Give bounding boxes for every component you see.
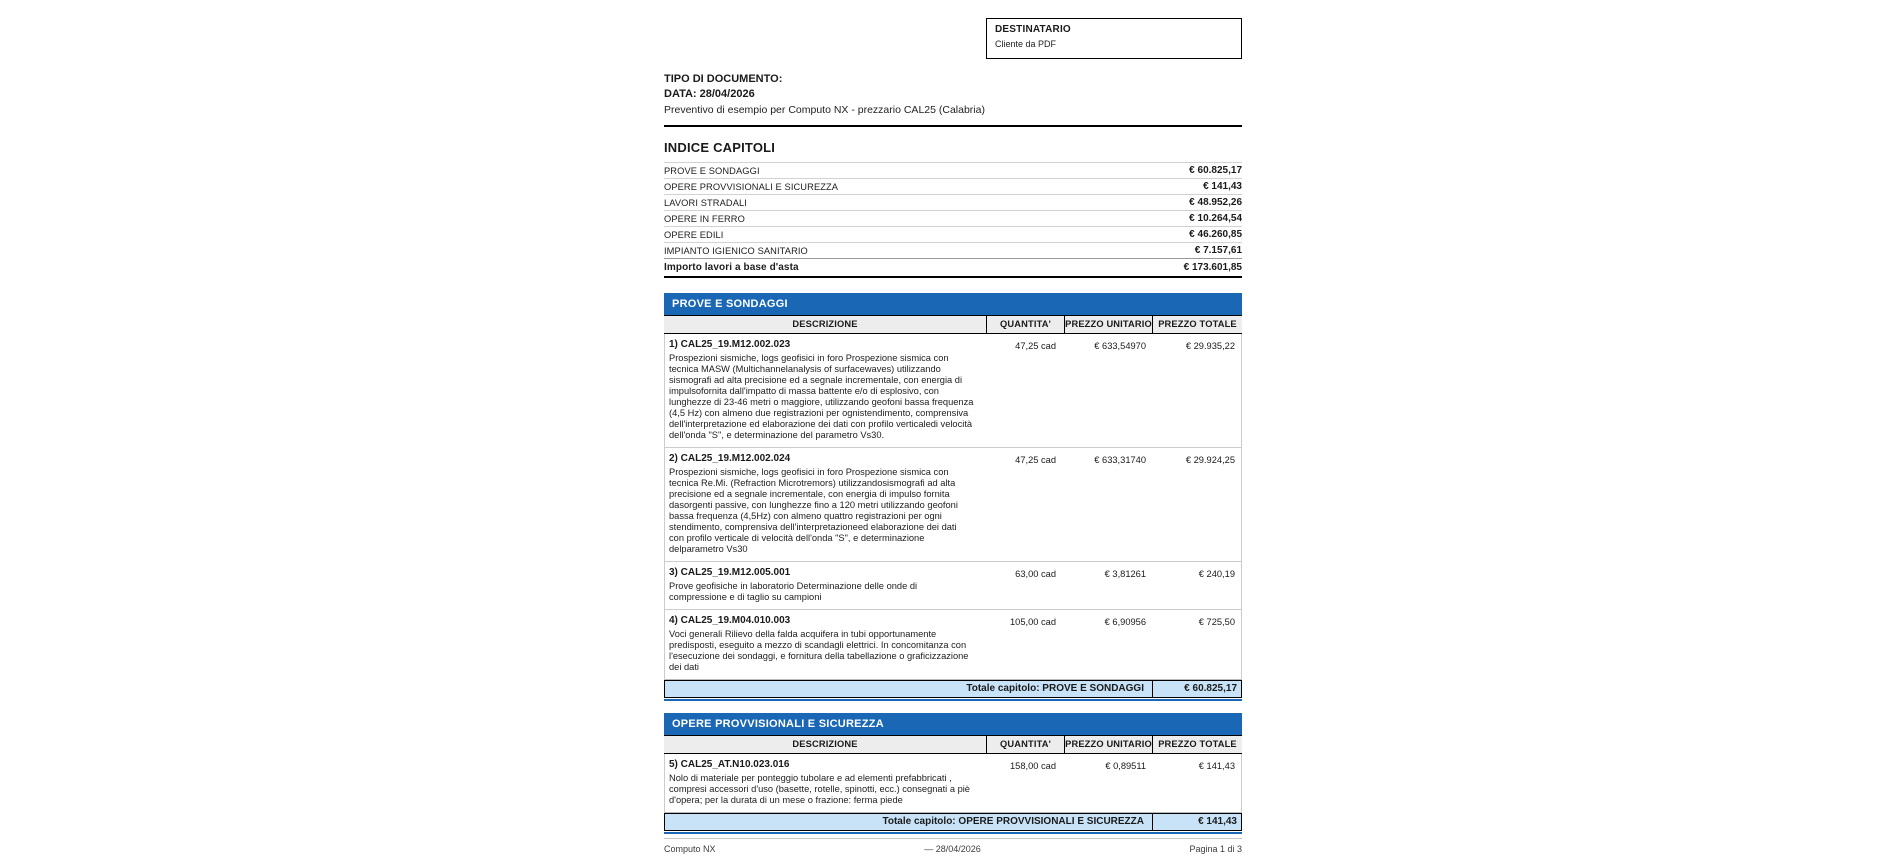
item-quantity: 47,25 cad	[1015, 341, 1056, 351]
footer-page-number: Pagina 1 di 3	[1189, 844, 1242, 854]
column-descrizione: DESCRIZIONE	[792, 319, 858, 329]
index-row	[664, 242, 1242, 258]
chapter-total-label: Totale capitolo: OPERE PROVVISIONALI E SICUREZZA	[882, 816, 1144, 827]
table-row	[665, 610, 1241, 680]
doc-date-label: DATA: 28/04/2026	[664, 88, 755, 100]
index-row-amount: € 60.825,17	[1189, 165, 1242, 176]
footer-date: — 28/04/2026	[924, 844, 981, 854]
index-row-label: OPERE PROVVISIONALI E SICUREZZA	[664, 181, 839, 192]
doc-type-label: TIPO DI DOCUMENTO:	[664, 73, 783, 85]
page-footer	[664, 838, 1242, 854]
item-quantity: 158,00 cad	[1009, 761, 1056, 771]
table-column-header	[664, 735, 1242, 754]
item-description: Prospezioni sismiche, logs geofisici in foro Prospezione sismica con tecnica MASW (Multichannelanalysis of surfacewaves) utilizzando sismografi ad alta precisione ed a segnale incrementale, con energia di impulsofornita dall'impatto di massa battente e/o di esplosivo, con lunghezze di 23-46 metri o maggiore, utilizzando geofoni bassa frequenza (4,5 Hz) con almeno due registrazioni per ognistendimento, comprensiva dell'interpretazione ed elaborazione dei dati con profilo verticaledi velocità dell'onda "S", e determinazione del parametro Vs30.	[669, 353, 974, 440]
item-description: Prospezioni sismiche, logs geofisici in foro Prospezione sismica con tecnica Re.Mi. (Refraction Microtremors) utilizzandosismografi ad alta precisione ed a segnale incrementale, con energia di impulso fornita dasorgenti passive, con lunghezze fino a 120 metri utilizzando geofoni bassa frequenza (4,5Hz) con almeno quattro registrazioni per ogni stendimento, comprensiva dell'interpretazioneed elaborazione dei dati con profilo verticale di velocità dell'onda "S", e determinazione delparametro Vs30	[669, 467, 958, 554]
item-quantity: 63,00 cad	[1015, 569, 1056, 579]
item-description-cell	[665, 758, 986, 806]
recipient-value: Cliente da PDF	[995, 39, 1057, 49]
column-prezzo-unitario: PREZZO UNITARIO	[1064, 736, 1152, 753]
chapter-title-bar: PROVE E SONDAGGI	[664, 293, 1242, 315]
item-unit-price: € 3,81261	[1104, 569, 1146, 579]
item-total-price: € 240,19	[1198, 569, 1235, 579]
item-description: Prove geofisiche in laboratorio Determinazione delle onde di compressione e di taglio su campioni	[669, 581, 918, 602]
doc-subtitle: Preventivo di esempio per Computo NX - prezzario CAL25 (Calabria)	[664, 104, 985, 116]
index-row-amount: € 10.264,54	[1189, 213, 1242, 224]
item-description-cell	[665, 452, 986, 555]
index-row	[664, 162, 1242, 178]
index-grand-total-row	[664, 258, 1242, 276]
item-unit-price: € 633,31740	[1094, 455, 1146, 465]
item-code: 4) CAL25_19.M04.010.003	[669, 615, 791, 626]
index-grand-total-label: Importo lavori a base d'asta	[664, 262, 799, 273]
column-descrizione: DESCRIZIONE	[792, 739, 858, 749]
items-body	[664, 334, 1242, 680]
index-row-label: LAVORI STRADALI	[664, 197, 747, 208]
chapter-total-row	[664, 680, 1242, 698]
item-description-cell	[665, 338, 986, 441]
item-unit-price: € 0,89511	[1105, 761, 1146, 771]
table-row	[665, 334, 1241, 448]
index-row-label: OPERE EDILI	[664, 229, 724, 240]
item-description-cell	[665, 614, 986, 673]
item-total-price: € 141,43	[1198, 761, 1235, 771]
chapter-bottom-rule	[664, 832, 1242, 834]
recipient-box	[986, 18, 1242, 59]
table-row	[665, 562, 1241, 610]
chapter-total-label: Totale capitolo: PROVE E SONDAGGI	[966, 683, 1144, 694]
item-quantity: 47,25 cad	[1015, 455, 1056, 465]
chapter-total-amount: € 141,43	[1152, 814, 1243, 830]
item-description: Voci generali Rilievo della falda acquifera in tubi opportunamente predisposti, eseguito a mezzo di scandagli elettrici. In concomitanza con l'esecuzione dei sondaggi, e fornitura della tabellazione o graficizzazione dei dati	[669, 629, 969, 672]
item-description-cell	[665, 566, 986, 603]
chapter-total-amount: € 60.825,17	[1152, 681, 1243, 697]
index-row-label: IMPIANTO IGIENICO SANITARIO	[664, 245, 808, 256]
item-code: 1) CAL25_19.M12.002.023	[669, 339, 791, 350]
item-quantity: 105,00 cad	[1009, 617, 1056, 627]
items-body	[664, 754, 1242, 813]
chapter-bottom-rule	[664, 699, 1242, 701]
column-prezzo-totale: PREZZO TOTALE	[1152, 736, 1242, 753]
index-row-amount: € 141,43	[1203, 181, 1242, 192]
document-page	[664, 0, 1242, 860]
index-row	[664, 178, 1242, 194]
index-row	[664, 226, 1242, 242]
item-unit-price: € 6,90956	[1104, 617, 1146, 627]
item-code: 3) CAL25_19.M12.005.001	[669, 567, 791, 578]
column-prezzo-totale: PREZZO TOTALE	[1152, 316, 1242, 333]
column-quantita: QUANTITA'	[986, 736, 1064, 753]
index-table	[664, 162, 1242, 278]
table-row	[665, 448, 1241, 562]
column-quantita: QUANTITA'	[986, 316, 1064, 333]
chapter-opere-provvisionali	[664, 713, 1242, 834]
item-total-price: € 29.924,25	[1185, 455, 1235, 465]
recipient-label: DESTINATARIO	[995, 24, 1071, 35]
chapter-total-row	[664, 813, 1242, 831]
index-row-amount: € 7.157,61	[1194, 245, 1242, 256]
table-row	[665, 754, 1241, 813]
index-row	[664, 210, 1242, 226]
item-total-price: € 29.935,22	[1185, 341, 1235, 351]
column-prezzo-unitario: PREZZO UNITARIO	[1064, 316, 1152, 333]
item-description: Nolo di materiale per ponteggio tubolare e ad elementi prefabbricati , compresi accessori d'uso (basette, rotelle, spinotti, ecc.) consegnati a piè d'opera; per la durata di un mese o frazione: ferma piede	[669, 773, 970, 805]
item-unit-price: € 633,54970	[1094, 341, 1146, 351]
item-code: 5) CAL25_AT.N10.023.016	[669, 759, 790, 770]
item-code: 2) CAL25_19.M12.002.024	[669, 453, 791, 464]
index-title: INDICE CAPITOLI	[664, 140, 776, 155]
chapter-title-bar: OPERE PROVVISIONALI E SICUREZZA	[664, 713, 1242, 735]
table-column-header	[664, 315, 1242, 334]
chapter-prove-e-sondaggi	[664, 293, 1242, 701]
index-row	[664, 194, 1242, 210]
index-grand-total-amount: € 173.601,85	[1183, 262, 1242, 273]
index-row-amount: € 48.952,26	[1189, 197, 1242, 208]
item-total-price: € 725,50	[1198, 617, 1235, 627]
index-row-label: PROVE E SONDAGGI	[664, 165, 760, 176]
index-row-label: OPERE IN FERRO	[664, 213, 745, 224]
footer-app-name: Computo NX	[664, 844, 716, 854]
index-row-amount: € 46.260,85	[1189, 229, 1242, 240]
